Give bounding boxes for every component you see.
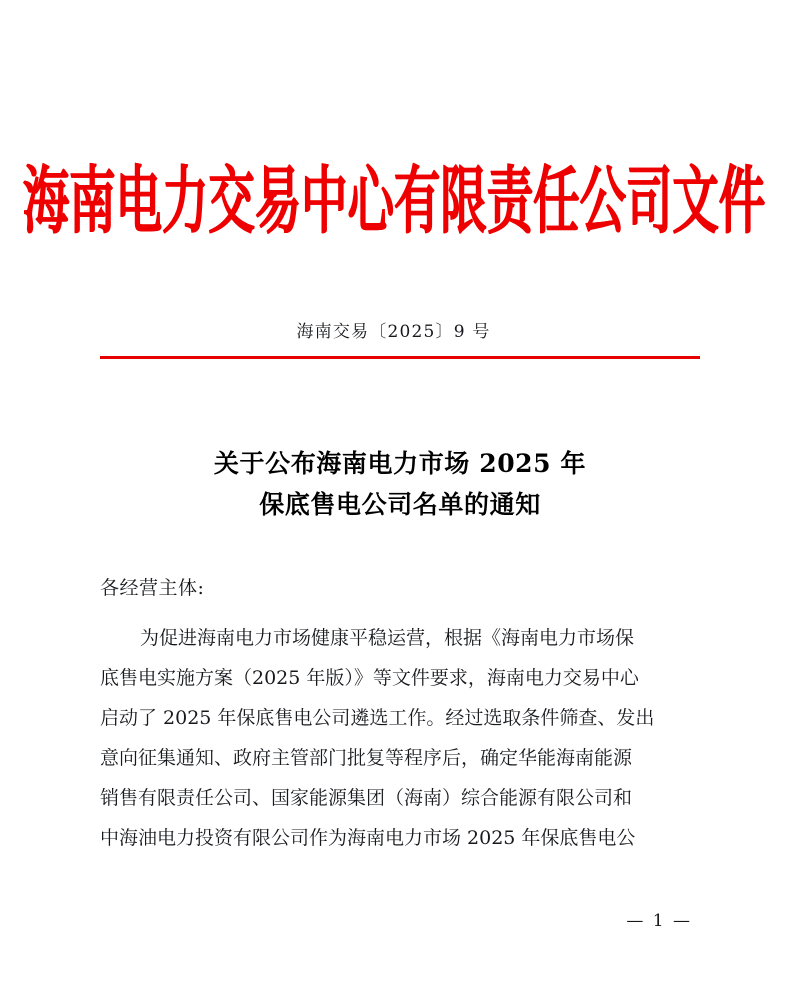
body-line: 中海油电力投资有限公司作为海南电力市场 2025 年保底售电公 xyxy=(100,827,636,849)
document-body xyxy=(100,618,702,858)
body-line: 为促进海南电力市场健康平稳运营，根据《海南电力市场保 xyxy=(140,627,635,649)
masthead-title: 海南电力交易中心有限责任公司文件 xyxy=(22,158,765,244)
red-separator-rule xyxy=(100,356,700,359)
body-line: 销售有限责任公司、国家能源集团（海南）综合能源有限公司和 xyxy=(100,787,633,809)
body-line: 底售电实施方案（2025 年版）》等文件要求，海南电力交易中心 xyxy=(100,667,639,689)
document-title-line-1: 关于公布海南电力市场 2025 年 xyxy=(213,449,587,478)
document-salutation: 各经营主体: xyxy=(100,577,205,599)
body-line: 意向征集通知、政府主管部门批复等程序后，确定华能海南能源 xyxy=(100,747,633,769)
document-serial-number: 海南交易〔2025〕9 号 xyxy=(296,322,491,342)
page-number-footer: — 1 — xyxy=(626,911,692,931)
document-title-line-2: 保底售电公司名单的通知 xyxy=(259,490,541,519)
body-line: 启动了 2025 年保底售电公司遴选工作。经过选取条件筛查、发出 xyxy=(100,707,655,729)
document-title xyxy=(100,443,700,525)
document-masthead xyxy=(0,155,787,247)
